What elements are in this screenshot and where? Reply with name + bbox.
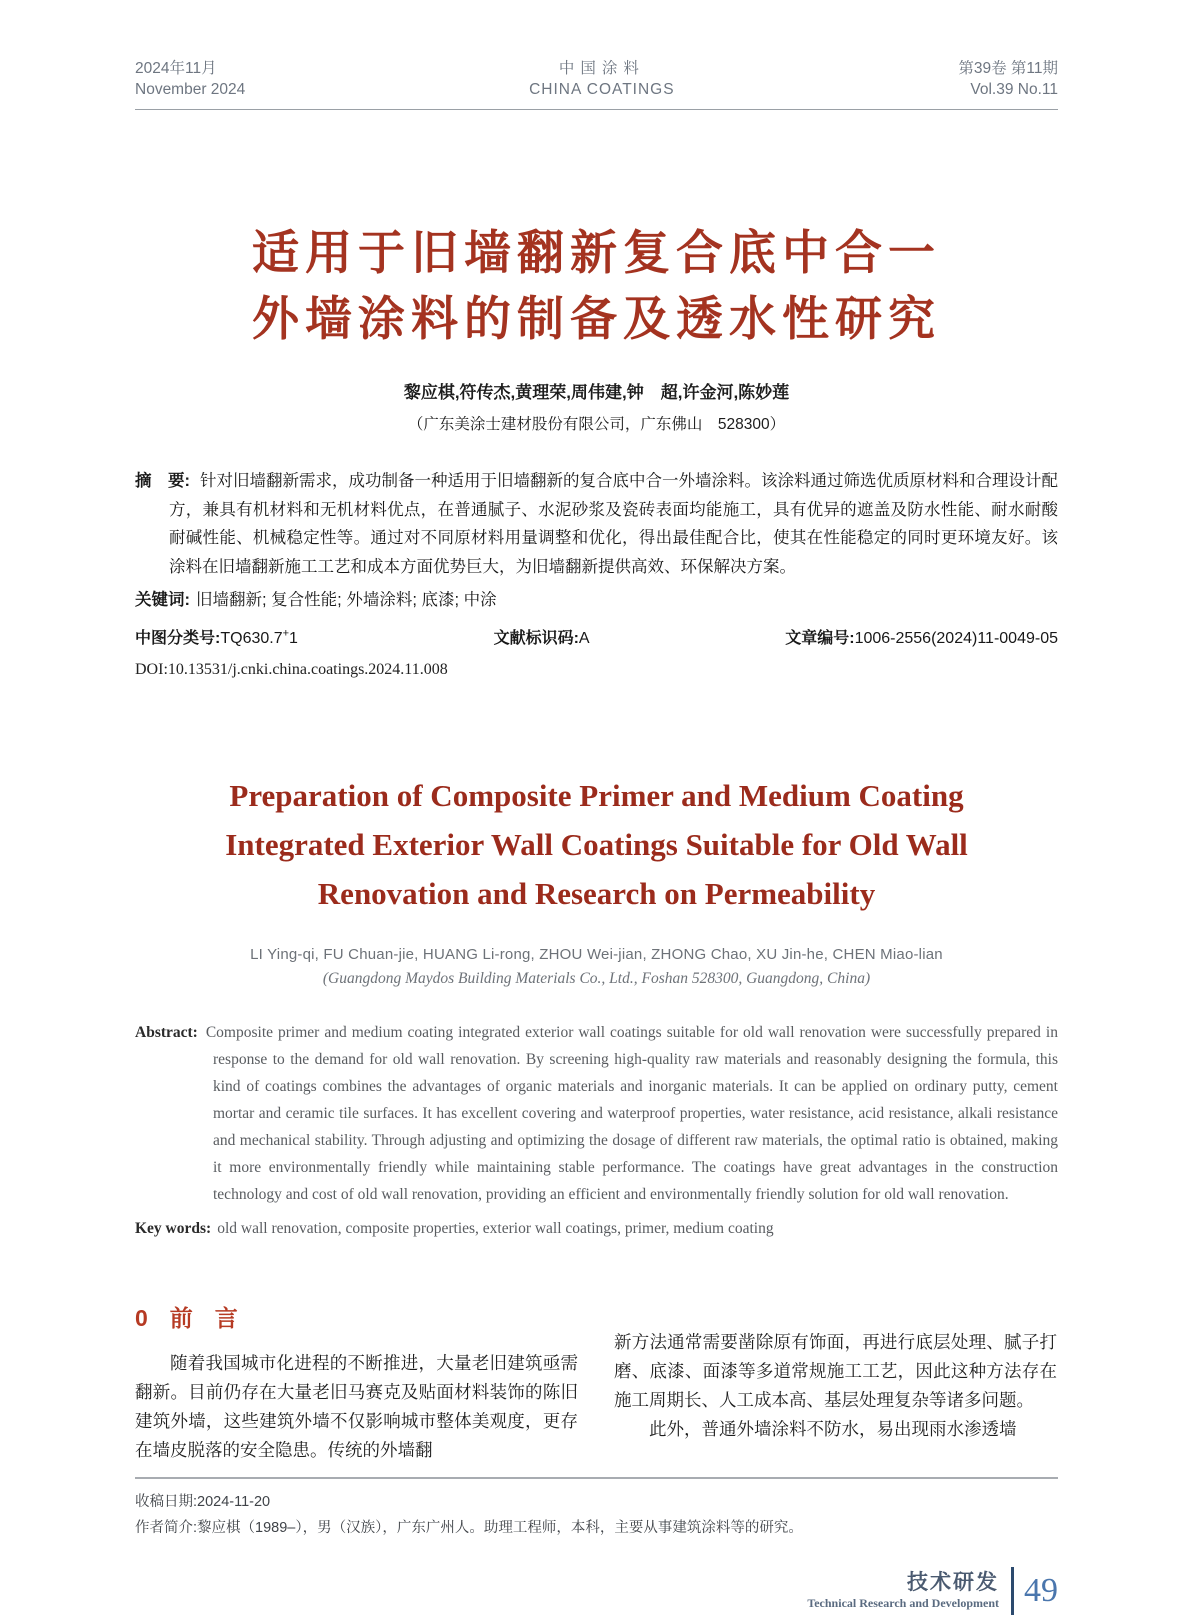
article-title-cn-line1: 适用于旧墙翻新复合底中合一 [252,226,941,279]
body-column-left [135,1300,578,1465]
section-0-number: 0 [135,1305,148,1331]
keywords-en-label: Key words: [135,1220,212,1237]
abstract-cn [135,467,1058,581]
authors-en: LI Ying-qi, FU Chuan-jie, HUANG Li-rong, ZHOU Wei-jian, ZHONG Chao, XU Jin-he, CHEN Miao-lian [250,946,943,963]
article-title-cn [135,220,1058,352]
footer-column-cn: 技术研发 [907,1571,999,1594]
header-date-cn: 2024年11月 [135,60,217,77]
paragraph: 新方法通常需要凿除原有饰面，再进行底层处理、腻子打磨、底漆、面漆等多道常规施工工艺，因此这种方法存在施工周期长、人工成本高、基层处理复杂等诸多问题。 [614,1332,1057,1410]
header-date-en: November 2024 [135,81,246,98]
clc-superscript: + [282,627,290,640]
document-code-label: 文献标识码: [493,630,579,647]
section-0-title: 前言 [169,1305,260,1331]
clc-value: TQ630.7 [220,630,283,647]
abstract-en-label: Abstract: [135,1024,198,1041]
author-bio: 作者简介:黎应棋（1989–），男（汉族），广东广州人。助理工程师，本科，主要从事建筑涂料等的研究。 [135,1520,803,1536]
clc-number [135,625,298,648]
article-title-en-line2: Integrated Exterior Wall Coatings Suitable for Old Wall [225,827,968,862]
article-id-label: 文章编号: [785,630,855,647]
header-issue-en: Vol.39 No.11 [970,81,1058,98]
document-code [494,625,590,648]
keywords-cn-label: 关键词: [135,591,190,609]
body-text-left [135,1349,578,1465]
document-code-value: A [578,630,590,647]
article-id-value: 1006-2556(2024)11-0049-05 [854,630,1058,647]
header-issue-cn: 第39卷 第11期 [958,60,1058,77]
doi: DOI:10.13531/j.cnki.china.coatings.2024.11.008 [135,661,448,678]
article-title-en [135,771,1058,918]
clc-tail: 1 [289,630,298,647]
abstract-en-text: Composite primer and medium coating integrated exterior wall coatings suitable for old wall renovation were successfully prepared in response to the demand for old wall renovation. By screening high-quality raw materials and reasonably designing the formula, this kind of coatings combines the advantages of organic materials and inorganic materials. It can be applied on ordinary putty, cement mortar and ceramic tile surfaces. It has excellent covering and waterproof properties, water resistance, acid resistance, alkali resistance and mechanical stability. Through adjusting and optimizing the dosage of different raw materials, the optimal ratio is obtained, making it more environmentally friendly while maintaining stable performance. The coatings have great advantages in the construction technology and cost of old wall renovation, providing an efficient and environmentally friendly solution for old wall renovation. [205,1024,1058,1203]
article-meta-row [135,625,1058,648]
paragraph: 随着我国城市化进程的不断推进，大量老旧建筑亟需翻新。目前仍存在大量老旧马赛克及贴面材料装饰的陈旧建筑外墙，这些建筑外墙不仅影响城市整体美观度，更存在墙皮脱落的安全隐患。传统的外墙翻 [135,1353,578,1460]
abstract-en [135,1019,1058,1208]
keywords-cn [135,586,1058,614]
article-id [785,625,1058,648]
article-title-en-line1: Preparation of Composite Primer and Medium Coating [229,778,964,813]
footer-column-en: Technical Research and Development [807,1596,999,1610]
received-date: 收稿日期:2024-11-20 [135,1494,271,1510]
journal-name-en: CHINA COATINGS [529,81,675,98]
header-journal-name [529,58,674,100]
header-divider [135,109,1058,110]
abstract-cn-text: 针对旧墙翻新需求，成功制备一种适用于旧墙翻新的复合底中合一外墙涂料。该涂料通过筛选优质原材料和合理设计配方，兼具有机材料和无机材料优点，在普通腻子、水泥砂浆及瓷砖表面均能施工，具有优异的遮盖及防水性能、耐水耐酸耐碱性能、机械稳定性等。通过对不同原材料用量调整和优化，得出最佳配合比，使其在性能稳定的同时更环境友好。该涂料在旧墙翻新施工工艺和成本方面优势巨大，为旧墙翻新提供高效、环保解决方案。 [169,472,1058,576]
clc-label: 中图分类号: [135,630,221,647]
article-title-en-line3: Renovation and Research on Permeability [317,876,876,911]
affiliation-en: (Guangdong Maydos Building Materials Co., Ltd., Foshan 528300, Guangdong, China) [322,970,871,987]
body-text-right [614,1328,1057,1444]
section-0-heading [135,1300,578,1333]
footer-column-name [807,1571,999,1611]
footer-vertical-bar [1011,1567,1014,1615]
header-date [135,58,245,100]
authors-cn: 黎应棋,符传杰,黄理荣,周伟建,钟 超,许金河,陈妙莲 [403,383,790,402]
footnotes [135,1489,1058,1541]
keywords-cn-text: 旧墙翻新; 复合性能; 外墙涂料; 底漆; 中涂 [196,591,497,609]
journal-name-cn: 中国涂料 [558,60,645,77]
article-title-cn-line2: 外墙涂料的制备及透水性研究 [252,292,941,345]
keywords-en-text: old wall renovation, composite properties, exterior wall coatings, primer, medium coating [217,1220,774,1237]
body-column-right [614,1300,1057,1465]
affiliation-cn: （广东美涂士建材股份有限公司，广东佛山 528300） [407,416,786,433]
page-footer [135,1567,1058,1615]
keywords-en [135,1220,1058,1238]
header-issue [958,58,1058,100]
footnote-divider [135,1477,1058,1479]
abstract-cn-label: 摘 要: [135,472,190,490]
journal-header [135,58,1058,100]
paragraph: 此外，普通外墙涂料不防水，易出现雨水渗透墙 [649,1419,1017,1439]
body-columns [135,1300,1058,1465]
page-number: 49 [1024,1572,1058,1609]
